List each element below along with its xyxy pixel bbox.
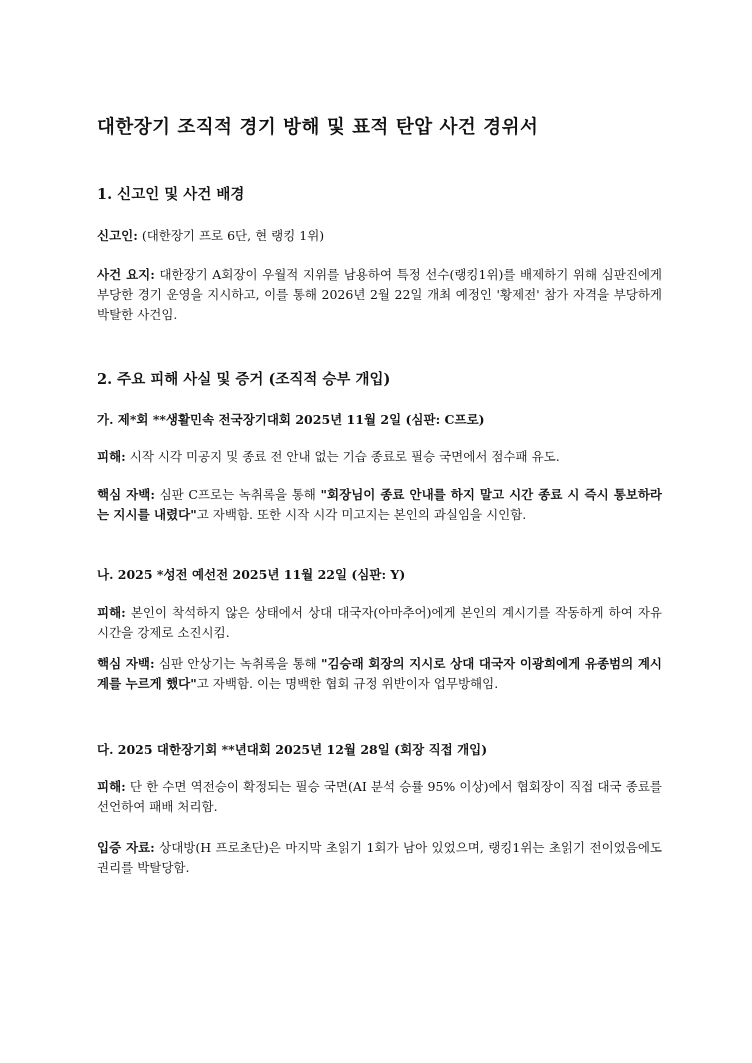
evidence-intro: 심판 C프로는 녹취록을 통해 bbox=[154, 487, 321, 502]
damage-value: 시작 시각 미공지 및 종료 전 안내 없는 기습 종료로 필승 국면에서 점수패 유도. bbox=[125, 449, 560, 464]
incident-damage bbox=[97, 603, 662, 643]
summary-label: 사건 요지: bbox=[97, 267, 155, 282]
damage-value: 단 한 수면 역전승이 확정되는 필승 국면(AI 분석 승률 95% 이상)에서 협회장이 직접 대국 종료를 선언하여 패배 처리함. bbox=[97, 779, 662, 814]
evidence-label: 핵심 자백: bbox=[97, 487, 155, 502]
incident-damage bbox=[97, 447, 662, 467]
incident-damage bbox=[97, 777, 662, 817]
reporter-paragraph bbox=[97, 226, 662, 246]
evidence-outro: 고 자백함. 이는 명백한 협회 규정 위반이자 업무방해임. bbox=[196, 676, 499, 691]
summary-value: 대한장기 A회장이 우월적 지위를 남용하여 특정 선수(랭킹1위)를 배제하기 위해 심판진에게 부당한 경기 운영을 지시하고, 이를 통해 2026년 2월 22일 개최 예정인 '황제전' 참가 자격을 부당하게 박탈한 사건임. bbox=[97, 267, 662, 322]
section1-heading: 1. 신고인 및 사건 배경 bbox=[97, 186, 245, 203]
summary-paragraph bbox=[97, 265, 662, 325]
reporter-value: (대한장기 프로 6단, 현 랭킹 1위) bbox=[137, 228, 325, 243]
damage-label: 피해: bbox=[97, 449, 126, 464]
evidence-quote: "김승래 회장의 지시로 상대 대국자 이광희에게 유종범의 계시계를 누르게 했다" bbox=[97, 656, 662, 691]
section2-heading: 2. 주요 피해 사실 및 증거 (조직적 승부 개입) bbox=[97, 371, 391, 388]
damage-label: 피해: bbox=[97, 779, 126, 794]
damage-label: 피해: bbox=[97, 605, 126, 620]
incident-evidence bbox=[97, 838, 662, 878]
incident-evidence bbox=[97, 485, 662, 525]
evidence-intro: 심판 안상기는 녹취록을 통해 bbox=[154, 656, 321, 671]
evidence-label: 핵심 자백: bbox=[97, 656, 155, 671]
reporter-label: 신고인: bbox=[97, 228, 138, 243]
incident-heading: 나. 2025 *성전 예선전 2025년 11월 22일 (심판: Y) bbox=[97, 567, 406, 582]
damage-value: 본인이 착석하지 않은 상태에서 상대 대국자(아마추어)에게 본인의 계시기를 작동하게 하여 자유시간을 강제로 소진시킴. bbox=[97, 605, 662, 640]
evidence-label: 입증 자료: bbox=[97, 840, 155, 855]
incident-heading: 가. 제*회 **생활민속 전국장기대회 2025년 11월 2일 (심판: C프로) bbox=[97, 412, 485, 427]
incident-heading: 다. 2025 대한장기회 **년대회 2025년 12월 28일 (회장 직접 개입) bbox=[97, 742, 488, 757]
evidence-intro: 상대방(H 프로초단)은 마지막 초읽기 1회가 남아 있었으며, 랭킹1위는 초읽기 전이었음에도 권리를 박탈당함. bbox=[97, 840, 662, 875]
evidence-quote: "회장님이 종료 안내를 하지 말고 시간 종료 시 즉시 통보하라는 지시를 내렸다" bbox=[97, 487, 662, 522]
document-title: 대한장기 조직적 경기 방해 및 표적 탄압 사건 경위서 bbox=[97, 117, 539, 138]
evidence-outro: 고 자백함. 또한 시작 시각 미고지는 본인의 과실임을 시인함. bbox=[196, 507, 527, 522]
incident-evidence bbox=[97, 654, 662, 694]
